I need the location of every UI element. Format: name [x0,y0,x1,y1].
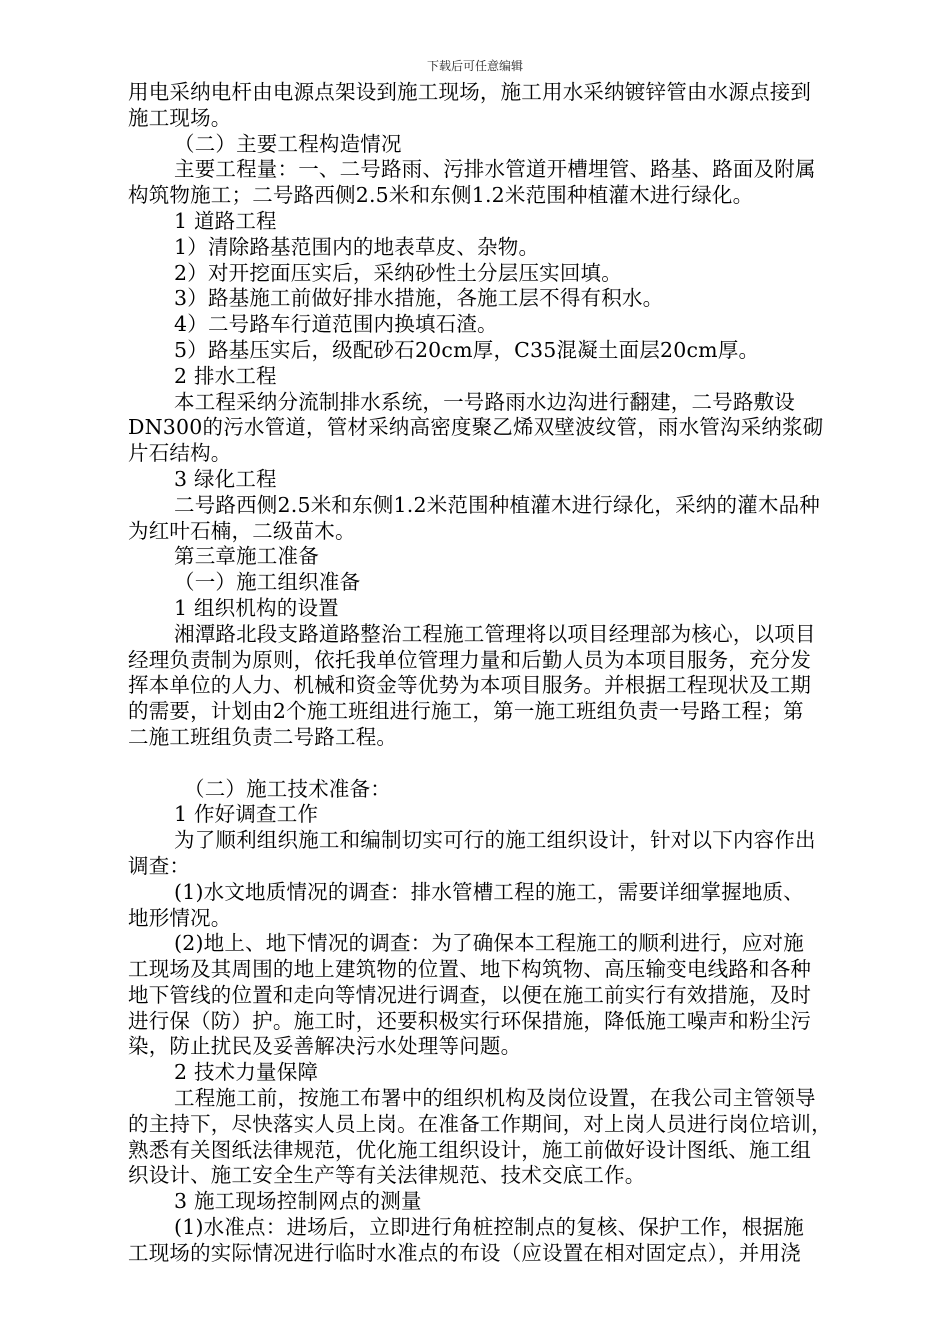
text-line: 湘潭路北段支路道路整治工程施工管理将以项目经理部为核心，以项目 [174,621,816,646]
list-item: 4）二号路车行道范围内换填石渣。 [174,312,498,337]
text-line: 工程施工前，按施工布署中的组织机构及岗位设置，在我公司主管领导 [174,1086,816,1111]
text-line: 织设计、施工安全生产等有关法律规范、技术交底工作。 [128,1163,646,1188]
text-line: 本工程采纳分流制排水系统，一号路雨水边沟进行翻建，二号路敷设 [174,389,795,414]
section-heading: （二）主要工程构造情况 [174,131,402,156]
subsection-heading: 3 绿化工程 [174,466,277,491]
text-line: 熟悉有关图纸法律规范，优化施工组织设计，施工前做好设计图纸、施工组 [128,1137,812,1162]
text-line: 二号路西侧2.5米和东侧1.2米范围种植灌木进行绿化，采纳的灌木品种 [174,492,821,517]
text-line: 的主持下，尽快落实人员上岗。在准备工作期间，对上岗人员进行岗位培训， [128,1111,832,1136]
text-line: 二施工班组负责二号路工程。 [128,724,398,749]
text-line: (2)地上、地下情况的调查：为了确保本工程施工的顺利进行，应对施 [174,931,804,956]
subsection-heading: 1 道路工程 [174,208,277,233]
page-header: 下载后可任意编辑 [426,59,523,73]
list-item: 2）对开挖面压实后，采纳砂性土分层压实回填。 [174,260,622,285]
text-line: 调查： [128,853,191,878]
text-line: 经理负责制为原则，依托我单位管理力量和后勤人员为本项目服务，充分发 [128,647,812,672]
text-line: 进行保（防）护。施工时，还要积极实行环保措施，降低施工噪声和粉尘污 [128,1008,812,1033]
text-line: 构筑物施工；二号路西侧2.5米和东侧1.2米范围种植灌木进行绿化。 [128,183,754,208]
subsection-heading: 2 排水工程 [174,363,277,388]
subsection-heading: 2 技术力量保障 [174,1060,319,1085]
subsection-heading: 3 施工现场控制网点的测量 [174,1189,422,1214]
list-item: 1）清除路基范围内的地表草皮、杂物。 [174,234,540,259]
text-line: 工现场及其周围的地上建筑物的位置、地下构筑物、高压输变电线路和各种 [128,957,812,982]
text-line: (1)水文地质情况的调查：排水管槽工程的施工，需要详细掌握地质、 [174,879,804,904]
chapter-heading: 第三章施工准备 [174,544,319,569]
text-line: 的需要，计划由2个施工班组进行施工，第一施工班组负责一号路工程；第 [128,699,804,724]
document-body [128,80,868,1267]
text-line: DN300的污水管道，管材采纳高密度聚乙烯双壁波纹管，雨水管沟采纳浆砌 [128,415,824,440]
subsection-heading: 1 作好调查工作 [174,802,319,827]
list-item: 5）路基压实后，级配砂石20cm厚，C35混凝土面层20cm厚。 [174,337,760,362]
text-line: 地形情况。 [128,905,232,930]
text-line: 用电采纳电杆由电源点架设到施工现场，施工用水采纳镀锌管由水源点接到 [128,80,812,104]
text-line: 施工现场。 [128,105,232,130]
blank-line [128,751,868,777]
text-line: 片石结构。 [128,441,232,466]
section-heading: （二）施工技术准备： [184,776,391,801]
text-line: (1)水准点：进场后，立即进行角桩控制点的复核、保护工作，根据施 [174,1215,804,1240]
text-line: 工现场的实际情况进行临时水准点的布设（应设置在相对固定点），并用浇 [128,1240,801,1265]
section-heading: （一）施工组织准备 [174,570,361,595]
text-line: 地下管线的位置和走向等情况进行调查，以便在施工前实行有效措施，及时 [128,982,812,1007]
text-line: 染，防止扰民及妥善解决污水处理等问题。 [128,1034,522,1059]
subsection-heading: 1 组织机构的设置 [174,595,339,620]
text-line: 为了顺利组织施工和编制切实可行的施工组织设计，针对以下内容作出 [174,828,816,853]
text-line: 为红叶石楠，二级苗木。 [128,518,356,543]
text-line: 挥本单位的人力、机械和资金等优势为本项目服务。并根据工程现状及工期 [128,673,812,698]
text-line: 主要工程量：一、二号路雨、污排水管道开槽埋管、路基、路面及附属 [174,157,816,182]
list-item: 3）路基施工前做好排水措施，各施工层不得有积水。 [174,286,664,311]
